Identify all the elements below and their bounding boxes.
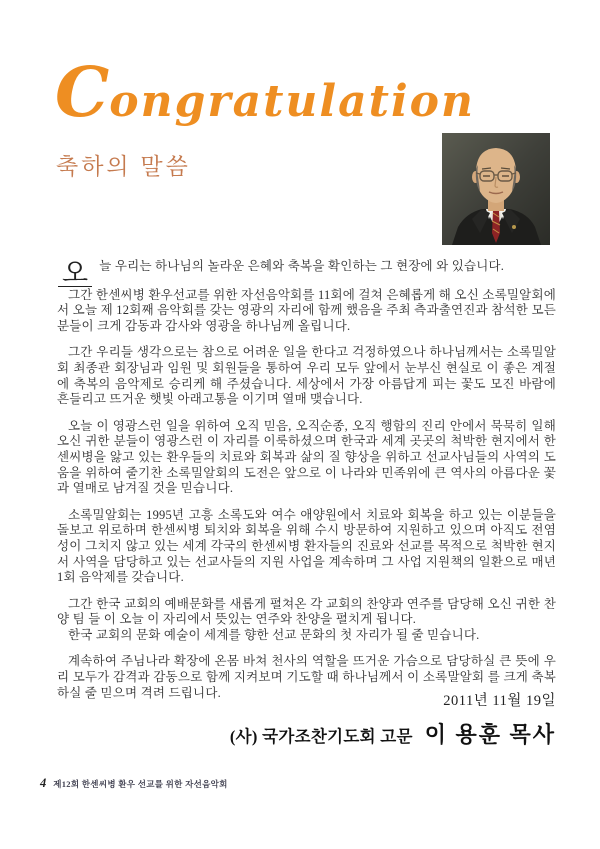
opening-paragraph-text: 늘 우리는 하나님의 놀라운 은혜와 축복을 확인하는 그 현장에 와 있습니다. <box>99 259 505 273</box>
paragraph: 한국 교회의 문화 예술이 세계를 향한 선교 문화의 첫 자리가 될 줄 믿습니다. <box>68 627 480 642</box>
opening-paragraph <box>57 258 556 288</box>
letter-body <box>57 259 556 712</box>
paragraph: 소록밀알회는 1995년 고흥 소록도와 여수 애양원에서 치료와 회복을 하고 있는 이분들을 돌보고 위로하며 한센씨병 퇴치와 회복을 위해 수시 방문하여 지원하고 있으며 아직도 전염성이 그치지 않고 있는 세계 각국의 한센씨병 환자들의 진료와 선교를 목적으로 척박한 현지서 사역을 담당하고 있는 선교사들의 지원 사업을 계속하며 그 사업 지원책의 일환으로 매년1회 음악제를 갖습니다. <box>57 507 556 585</box>
paragraph: 오늘 이 영광스런 일을 위하여 오직 믿음, 오직순종, 오직 행함의 진리 안에서 묵묵히 일해오신 귀한 분들이 영광스런 이 자리를 이룩하셨으며 한국과 세계 곳곳의 척박한 현지에서 한센씨병을 앓고 있는 환우들의 치료와 회복과 삶의 질 향상을 위하고 선교사님들의 사역의 도움을 위하여 줄기찬 소록밀알회의 도전은 앞으로 이 나라와 민족위에 큰 역사의 아름다운 꽃과 열매로 남겨질 것을 믿습니다. <box>57 418 556 496</box>
paragraph: 계속하여 주님나라 확장에 온몸 바쳐 천사의 역할을 뜨거운 가슴으로 담당하실 큰 뜻에 우리 모두가 감격과 감동으로 함께 지켜보며 기도할 때 하나님께서 이 소록말알회 를 크게 축복하실 줄 믿으며 격려 드립니다. <box>57 654 556 700</box>
signature-line <box>230 718 556 749</box>
paragraph: 그간 한센씨병 환우선교를 위한 자선음악회를 11회에 걸쳐 은혜롭게 해 오신 소록밀알회에서 오늘 제 12회째 음악회를 갖는 영광의 자리에 함께 했음을 주최 측과출연진과 참석한 모든 분들이 크게 감동과 감사와 영광을 하나님께 올립니다. <box>57 287 556 333</box>
page-footer <box>40 776 228 791</box>
date-line: 2011년 11월 19일 <box>443 693 556 709</box>
signature-name: 이 용훈 목사 <box>424 722 556 747</box>
portrait-photo <box>442 133 550 245</box>
page-title: 축하의 말씀 <box>56 154 191 179</box>
script-header-congratulation: Congratulation <box>55 53 475 133</box>
signature-organization: (사) 국가조찬기도회 고문 <box>229 727 413 746</box>
page-number: 4 <box>40 776 47 790</box>
footer-running-title: 제12회 한센씨병 환우 선교를 위한 자선음악회 <box>53 779 228 789</box>
paragraph: 그간 한국 교회의 예배문화를 새롭게 펼쳐온 각 교회의 찬양과 연주를 담당해 오신 귀한 찬양 팀 들 이 오늘 이 자리에서 뜻있는 연주와 찬양을 펼치게 됩니다. <box>57 596 556 627</box>
dropcap-letter: 오 <box>58 260 92 287</box>
paragraph: 그간 우리들 생각으로는 참으로 어려운 일을 한다고 걱정하였으나 하나님께서는 소록밀알회 최종관 회장님과 임원 및 회원들을 통하여 우리 모두 앞에서 눈부신 현실로 이 좋은 계절에 축복의 음악제로 승리케 해 주셨습니다. 세상에서 가장 아름답게 피는 꽃도 모진 바람에 흔들리고 뜨거운 햇빛 아래고통을 이기며 열매 맺습니다. <box>57 345 556 407</box>
